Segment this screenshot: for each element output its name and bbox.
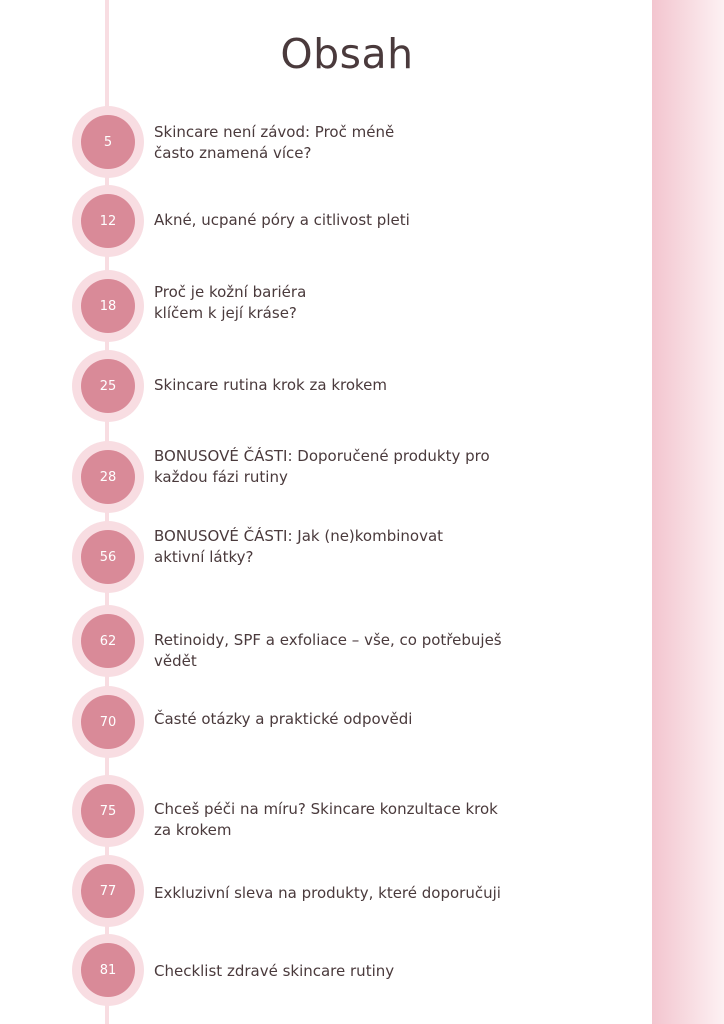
toc-entry-title: Chceš péči na míru? Skincare konzultace krok za krokem <box>154 800 498 839</box>
page-number: 56 <box>81 530 135 584</box>
page-number-ring <box>72 686 144 758</box>
page-number: 77 <box>81 864 135 918</box>
page-number-ring <box>72 605 144 677</box>
page-number-ring <box>72 775 144 847</box>
page-number: 70 <box>81 695 135 749</box>
page-number: 28 <box>81 450 135 504</box>
page-number: 62 <box>81 614 135 668</box>
decorative-side-band <box>652 0 724 1024</box>
page-number-ring <box>72 521 144 593</box>
page-number-ring <box>72 441 144 513</box>
toc-entry-title: Časté otázky a praktické odpovědi <box>154 710 413 728</box>
toc-entry-title: Skincare rutina krok za krokem <box>154 376 388 394</box>
toc-entry-title: BONUSOVÉ ČÁSTI: Jak (ne)kombinovat aktivní látky? <box>154 527 444 566</box>
page-number-ring <box>72 185 144 257</box>
page-number: 81 <box>81 943 135 997</box>
toc-entry-title: Checklist zdravé skincare rutiny <box>154 962 395 980</box>
page-number-ring <box>72 855 144 927</box>
page-number: 25 <box>81 359 135 413</box>
toc-entry-title: Proč je kožní bariéra klíčem k její kráse? <box>154 283 307 322</box>
page-number-ring <box>72 934 144 1006</box>
page-number: 18 <box>81 279 135 333</box>
toc-entry-title: BONUSOVÉ ČÁSTI: Doporučené produkty pro každou fázi rutiny <box>154 447 490 486</box>
page-number-ring <box>72 350 144 422</box>
toc-entry-title: Skincare není závod: Proč méně často znamená více? <box>154 123 395 162</box>
page-number-ring <box>72 270 144 342</box>
page-number: 5 <box>81 115 135 169</box>
toc-entry-title: Akné, ucpané póry a citlivost pleti <box>154 211 410 229</box>
page-number: 12 <box>81 194 135 248</box>
page-title: Obsah <box>280 30 414 78</box>
toc-entry-title: Exkluzivní sleva na produkty, které doporučuji <box>154 884 501 902</box>
page-number-ring <box>72 106 144 178</box>
toc-entry-title: Retinoidy, SPF a exfoliace – vše, co potřebuješ vědět <box>154 631 502 670</box>
page-number: 75 <box>81 784 135 838</box>
